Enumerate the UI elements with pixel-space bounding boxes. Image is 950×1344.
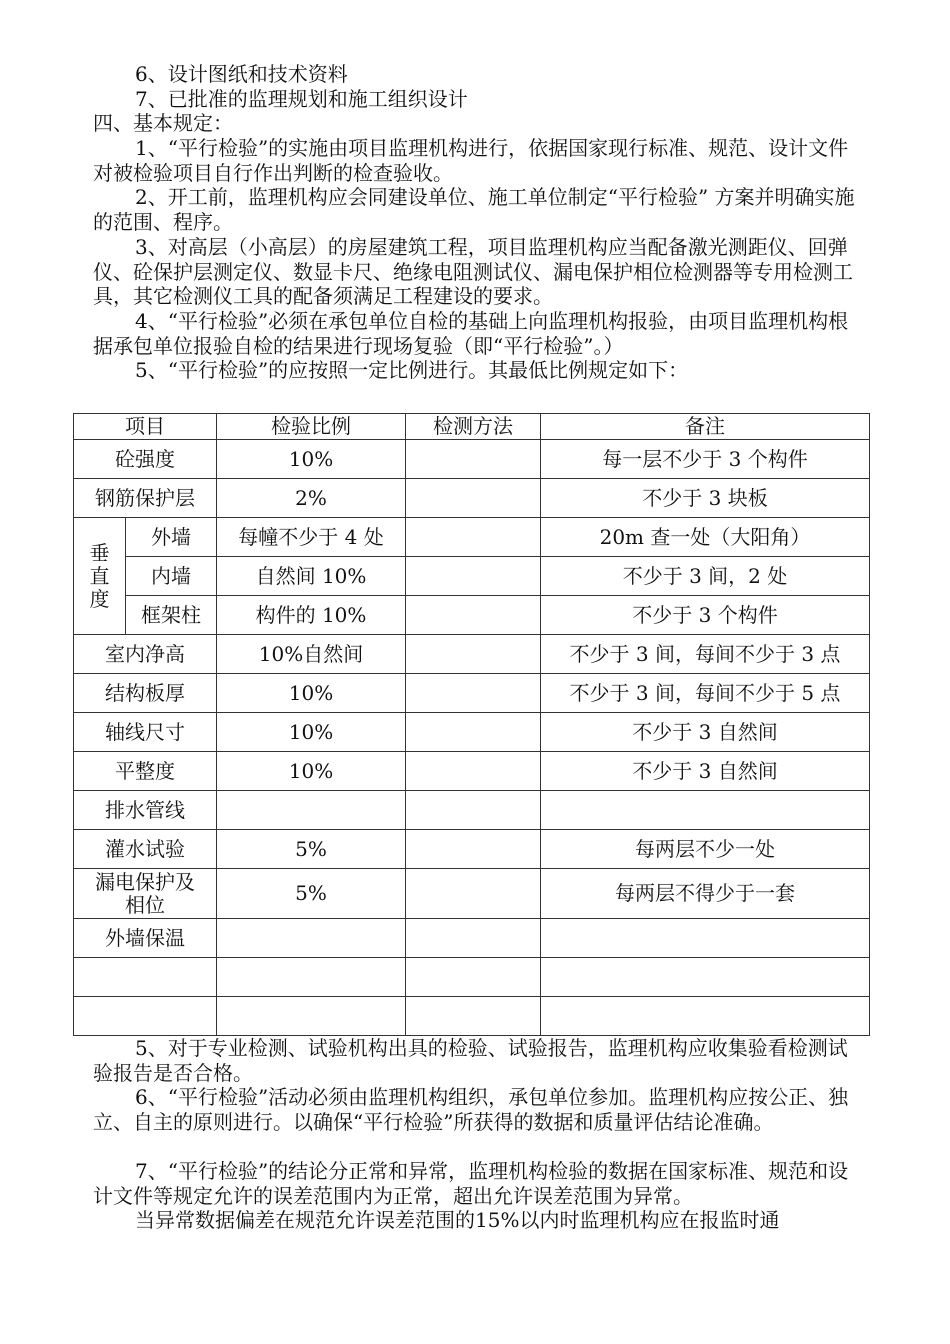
table-row — [74, 713, 870, 752]
row-ratio — [217, 997, 406, 1036]
row-ratio: 10% — [217, 674, 406, 713]
inspection-ratio-table — [73, 413, 870, 1036]
row-item — [74, 997, 217, 1036]
row-item — [74, 958, 217, 997]
table-header-row — [74, 414, 870, 440]
row-item: 轴线尺寸 — [74, 713, 217, 752]
row-item: 外墙保温 — [74, 919, 217, 958]
row-note: 每两层不少一处 — [541, 830, 870, 869]
row-note: 不少于 3 间，2 处 — [541, 557, 870, 596]
row-note: 不少于 3 块板 — [541, 479, 870, 518]
row-ratio: 自然间 10% — [217, 557, 406, 596]
header-method: 检测方法 — [406, 414, 541, 440]
row-ratio: 10% — [217, 752, 406, 791]
rule-after-7: 7、“平行检验”的结论分正常和异常，监理机构检验的数据在国家标准、规范和设计文件等规定允许的误差范围内为正常，超出允许误差范围为异常。 — [93, 1159, 849, 1208]
row-ratio — [217, 958, 406, 997]
row-subitem: 框架柱 — [126, 596, 217, 635]
row-method — [406, 674, 541, 713]
row-item: 砼强度 — [74, 440, 217, 479]
row-ratio: 构件的 10% — [217, 596, 406, 635]
row-item: 钢筋保护层 — [74, 479, 217, 518]
row-method — [406, 919, 541, 958]
row-item: 平整度 — [74, 752, 217, 791]
row-note — [541, 958, 870, 997]
row-method — [406, 596, 541, 635]
table-row — [74, 869, 870, 919]
row-item: 灌水试验 — [74, 830, 217, 869]
row-ratio — [217, 919, 406, 958]
rule-after-continuation: 当异常数据偏差在规范允许误差范围的15%以内时监理机构应在报监时通 — [135, 1208, 780, 1232]
table-row — [74, 830, 870, 869]
row-ratio: 5% — [217, 830, 406, 869]
row-ratio: 10%自然间 — [217, 635, 406, 674]
row-note: 不少于 3 间，每间不少于 3 点 — [541, 635, 870, 674]
table-row-empty — [74, 997, 870, 1036]
row-note — [541, 919, 870, 958]
row-method — [406, 997, 541, 1036]
row-method — [406, 479, 541, 518]
table-row — [74, 919, 870, 958]
row-subitem: 外墙 — [126, 518, 217, 557]
verticality-group-label — [74, 518, 126, 635]
row-ratio: 每幢不少于 4 处 — [217, 518, 406, 557]
vertical-char: 度 — [89, 586, 110, 611]
row-method — [406, 958, 541, 997]
row-method — [406, 752, 541, 791]
row-ratio: 5% — [217, 869, 406, 919]
row-note: 不少于 3 自然间 — [541, 752, 870, 791]
row-subitem: 内墙 — [126, 557, 217, 596]
row-note: 每两层不得少于一套 — [541, 869, 870, 919]
table-row — [74, 440, 870, 479]
row-method — [406, 791, 541, 830]
table-row — [74, 635, 870, 674]
row-item: 结构板厚 — [74, 674, 217, 713]
header-note: 备注 — [541, 414, 870, 440]
header-ratio: 检验比例 — [217, 414, 406, 440]
rule-1: 1、“平行检验”的实施由项目监理机构进行，依据国家现行标准、规范、设计文件对被检验项目自行作出判断的检查验收。 — [93, 136, 849, 185]
rule-4: 4、“平行检验”必须在承包单位自检的基础上向监理机构报验，由项目监理机构根据承包单位报验自检的结果进行现场复验（即“平行检验”。） — [93, 309, 849, 358]
row-ratio: 10% — [217, 440, 406, 479]
table-row — [74, 479, 870, 518]
rule-after-6: 6、“平行检验”活动必须由监理机构组织，承包单位参加。监理机构应按公正、独立、自主的原则进行。以确保“平行检验”所获得的数据和质量评估结论准确。 — [93, 1085, 849, 1134]
row-method — [406, 440, 541, 479]
header-item: 项目 — [74, 414, 217, 440]
row-note: 20m 查一处（大阳角） — [541, 518, 870, 557]
rule-2: 2、开工前，监理机构应会同建设单位、施工单位制定“平行检验” 方案并明确实施的范围、程序。 — [93, 185, 855, 234]
row-ratio: 2% — [217, 479, 406, 518]
row-note: 不少于 3 个构件 — [541, 596, 870, 635]
table-row-empty — [74, 958, 870, 997]
vertical-char: 直 — [89, 563, 110, 588]
row-item: 排水管线 — [74, 791, 217, 830]
row-note — [541, 791, 870, 830]
row-method — [406, 518, 541, 557]
row-ratio — [217, 791, 406, 830]
table-row — [74, 557, 870, 596]
intro-line-7: 7、已批准的监理规划和施工组织设计 — [135, 87, 468, 111]
row-note: 不少于 3 间，每间不少于 5 点 — [541, 674, 870, 713]
intro-line-6: 6、设计图纸和技术资料 — [135, 62, 348, 86]
row-item: 室内净高 — [74, 635, 217, 674]
row-method — [406, 557, 541, 596]
row-note — [541, 997, 870, 1036]
table-row — [74, 596, 870, 635]
vertical-char: 垂 — [89, 540, 110, 565]
table-row — [74, 791, 870, 830]
row-method — [406, 635, 541, 674]
row-method — [406, 869, 541, 919]
table-row — [74, 518, 870, 557]
row-note: 每一层不少于 3 个构件 — [541, 440, 870, 479]
row-note: 不少于 3 自然间 — [541, 713, 870, 752]
row-method — [406, 830, 541, 869]
section-title: 四、基本规定： — [93, 111, 233, 135]
row-ratio: 10% — [217, 713, 406, 752]
table-row — [74, 674, 870, 713]
row-item: 漏电保护及相位 — [74, 869, 217, 919]
row-method — [406, 713, 541, 752]
rule-5: 5、“平行检验”的应按照一定比例进行。其最低比例规定如下： — [135, 358, 689, 382]
table-row — [74, 752, 870, 791]
rule-after-5: 5、对于专业检测、试验机构出具的检验、试验报告，监理机构应收集验看检测试验报告是否合格。 — [93, 1036, 848, 1085]
rule-3: 3、对高层（小高层）的房屋建筑工程，项目监理机构应当配备激光测距仪、回弹仪、砼保护层测定仪、数显卡尺、绝缘电阻测试仪、漏电保护相位检测器等专用检测工具，其它检测仪工具的配备须满足工程建设的要求。 — [93, 235, 853, 308]
